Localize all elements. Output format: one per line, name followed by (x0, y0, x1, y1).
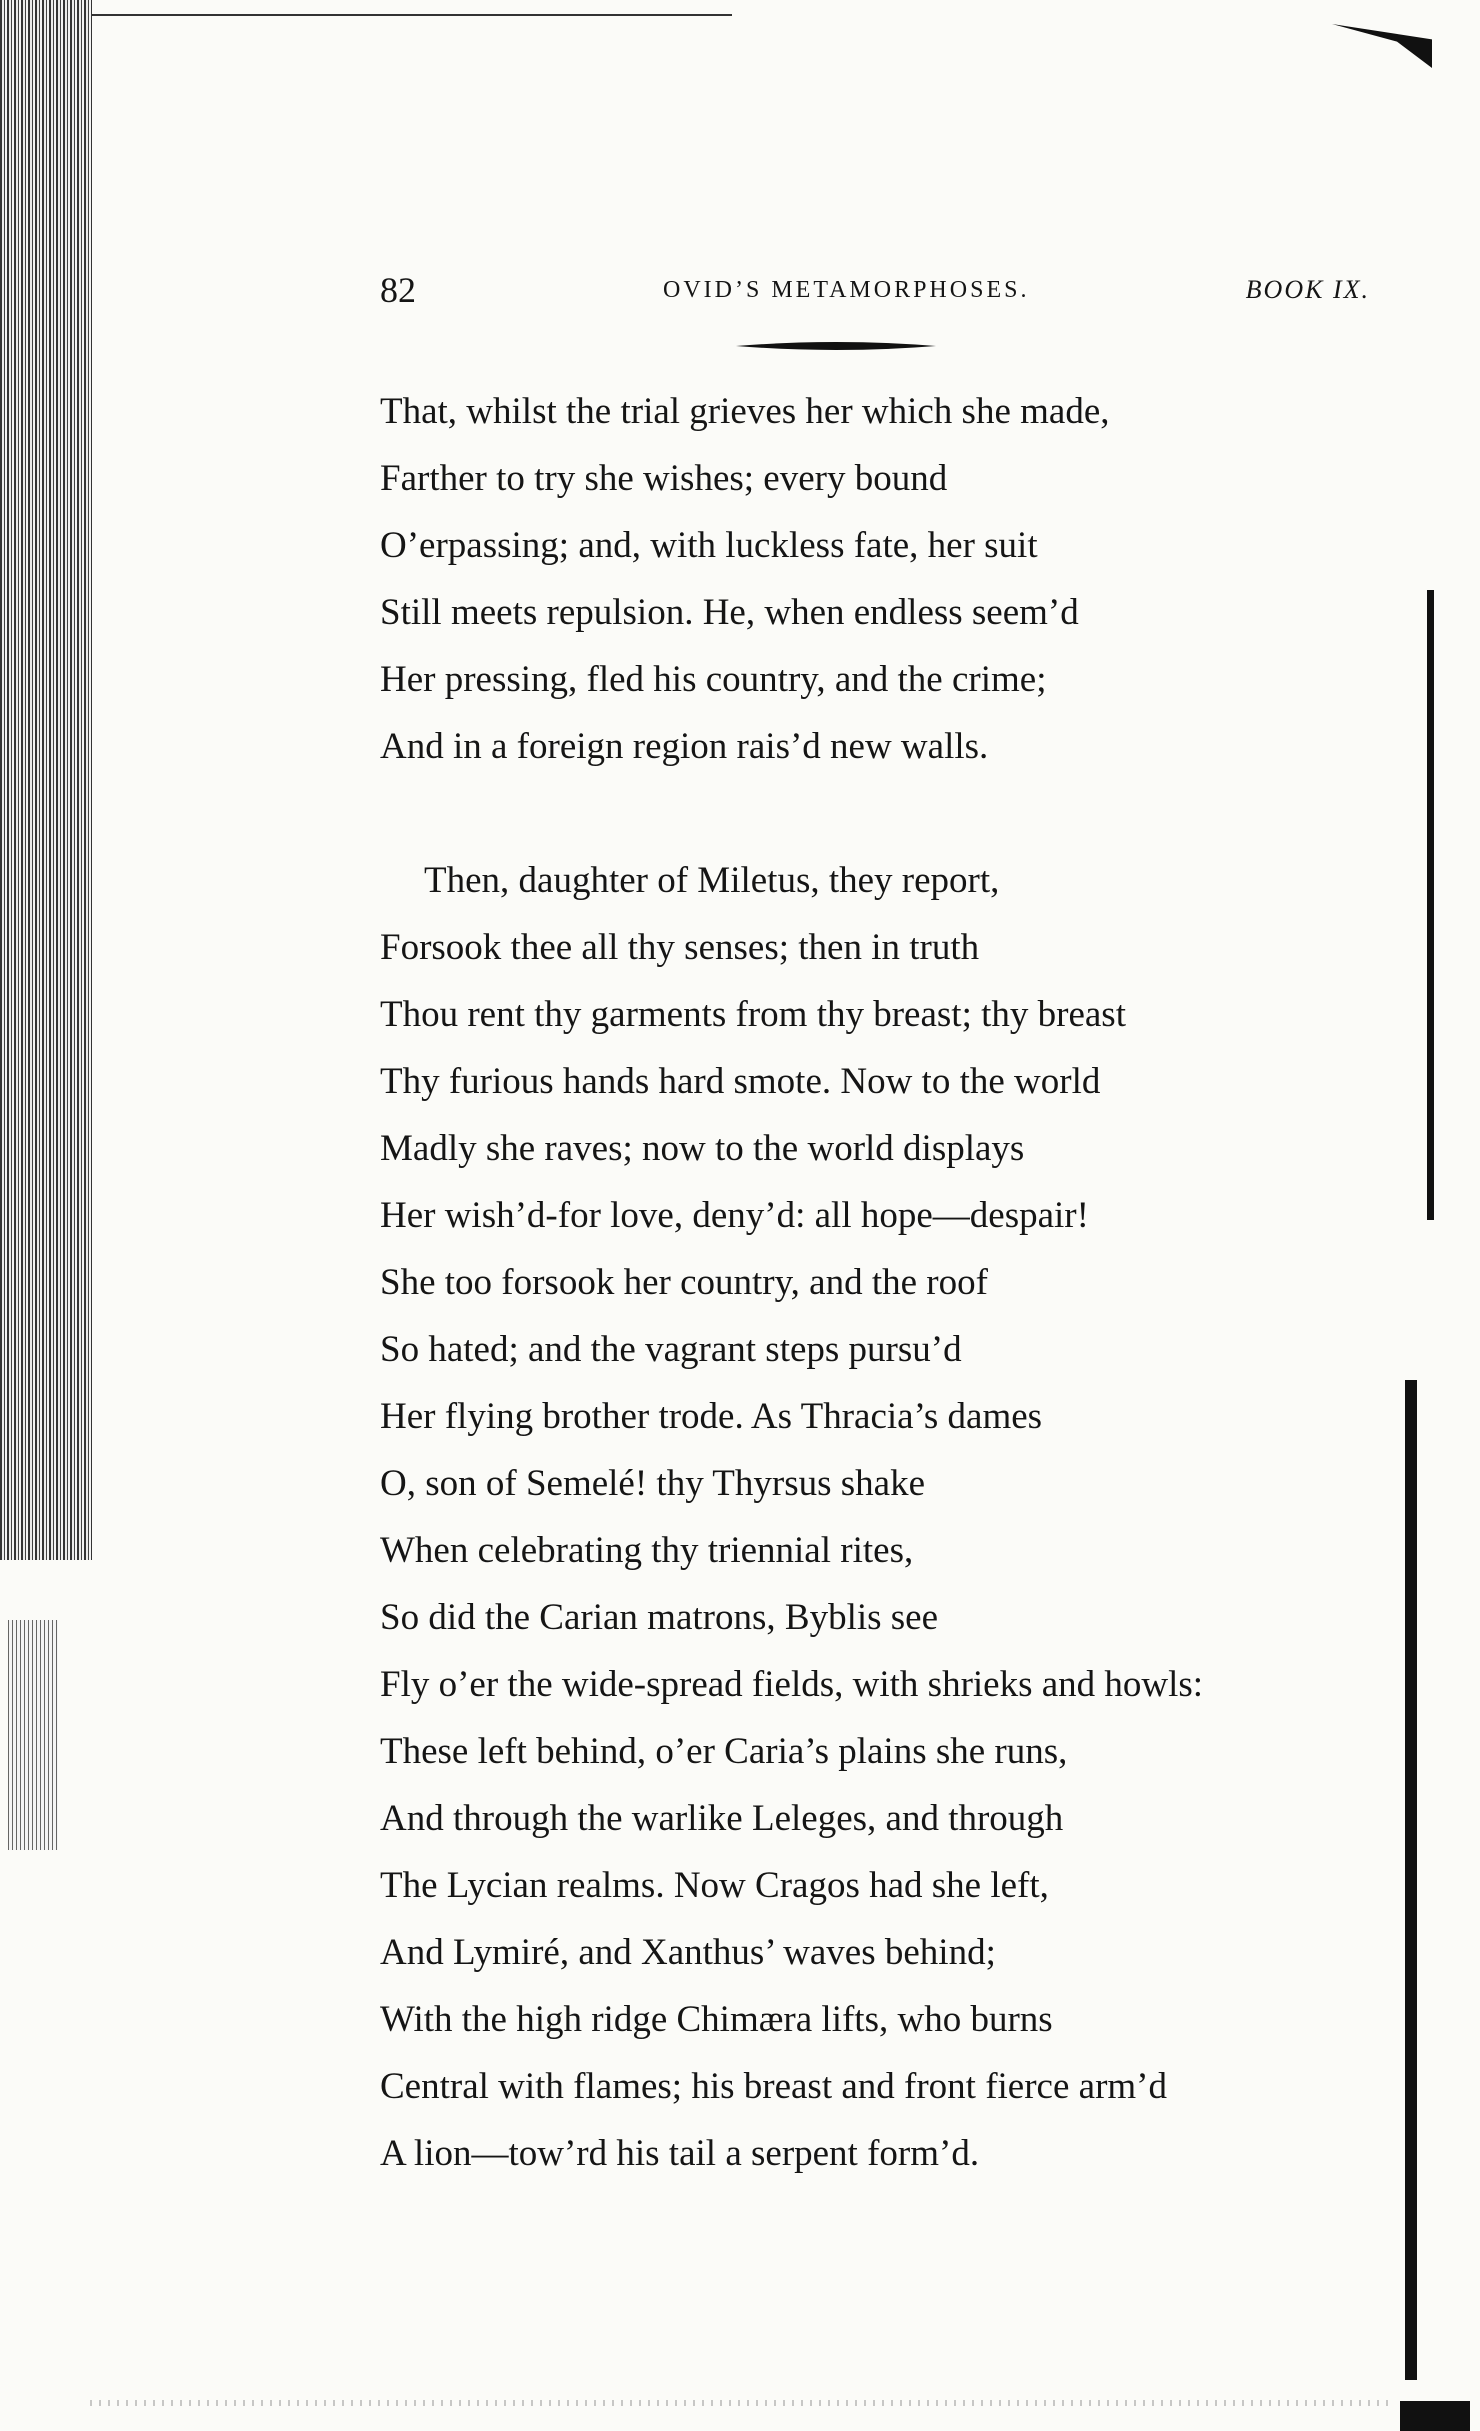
verse-line: That, whilst the trial grieves her which she made, (380, 391, 1110, 432)
verse-line: Farther to try she wishes; every bound (380, 458, 948, 499)
poem-body (380, 378, 1390, 2187)
verse-line: And through the warlike Leleges, and through (380, 1798, 1064, 1839)
verse-line: So hated; and the vagrant steps pursu’d (380, 1329, 962, 1370)
verse-line: And Lymiré, and Xanthus’ waves behind; (380, 1932, 996, 1973)
verse-line: And in a foreign region rais’d new walls. (380, 726, 989, 767)
scan-bottom-corner (1400, 2401, 1470, 2431)
verse-line: Fly o’er the wide-spread fields, with shrieks and howls: (380, 1664, 1204, 1705)
verse-line: Madly she raves; now to the world displays (380, 1128, 1025, 1169)
stanza-1 (380, 378, 1390, 780)
scan-right-edge-mark-lower (1405, 1380, 1417, 2380)
book-label: BOOK IX. (1245, 275, 1370, 304)
verse-line: Then, daughter of Miletus, they report, (424, 860, 1000, 901)
verse-line: A lion—tow’rd his tail a serpent form’d. (380, 2133, 980, 2174)
running-header (380, 262, 1370, 318)
scan-bottom-noise (90, 2400, 1390, 2406)
verse-line: O’erpassing; and, with luckless fate, her suit (380, 525, 1038, 566)
running-title: OVID’S METAMORPHOSES. (663, 277, 1030, 303)
verse-line: Central with flames; his breast and front fierce arm’d (380, 2066, 1167, 2107)
verse-line: Her flying brother trode. As Thracia’s dames (380, 1396, 1043, 1437)
scan-right-edge-mark (1427, 590, 1434, 1220)
header-ornament-rule (736, 340, 936, 352)
verse-line: With the high ridge Chimæra lifts, who burns (380, 1999, 1053, 2040)
scan-top-rule (92, 14, 732, 16)
scan-corner-mark (1332, 24, 1432, 68)
verse-line: O, son of Semelé! thy Thyrsus shake (380, 1463, 925, 1504)
scan-binding-edge-lower (8, 1620, 58, 1850)
verse-line: These left behind, o’er Caria’s plains she runs, (380, 1731, 1068, 1772)
verse-line: The Lycian realms. Now Cragos had she left, (380, 1865, 1049, 1906)
verse-line: Thou rent thy garments from thy breast; thy breast (380, 994, 1126, 1035)
verse-line: Still meets repulsion. He, when endless seem’d (380, 592, 1079, 633)
verse-line: Her pressing, fled his country, and the crime; (380, 659, 1047, 700)
stanza-2 (380, 847, 1390, 2187)
verse-line: Forsook thee all thy senses; then in truth (380, 927, 980, 968)
verse-line: Her wish’d-for love, deny’d: all hope—despair! (380, 1195, 1089, 1236)
verse-line: She too forsook her country, and the roof (380, 1262, 988, 1303)
verse-line: Thy furious hands hard smote. Now to the world (380, 1061, 1101, 1102)
scan-binding-edge (0, 0, 92, 1560)
page-number: 82 (380, 270, 416, 310)
verse-line: When celebrating thy triennial rites, (380, 1530, 914, 1571)
verse-line: So did the Carian matrons, Byblis see (380, 1597, 939, 1638)
